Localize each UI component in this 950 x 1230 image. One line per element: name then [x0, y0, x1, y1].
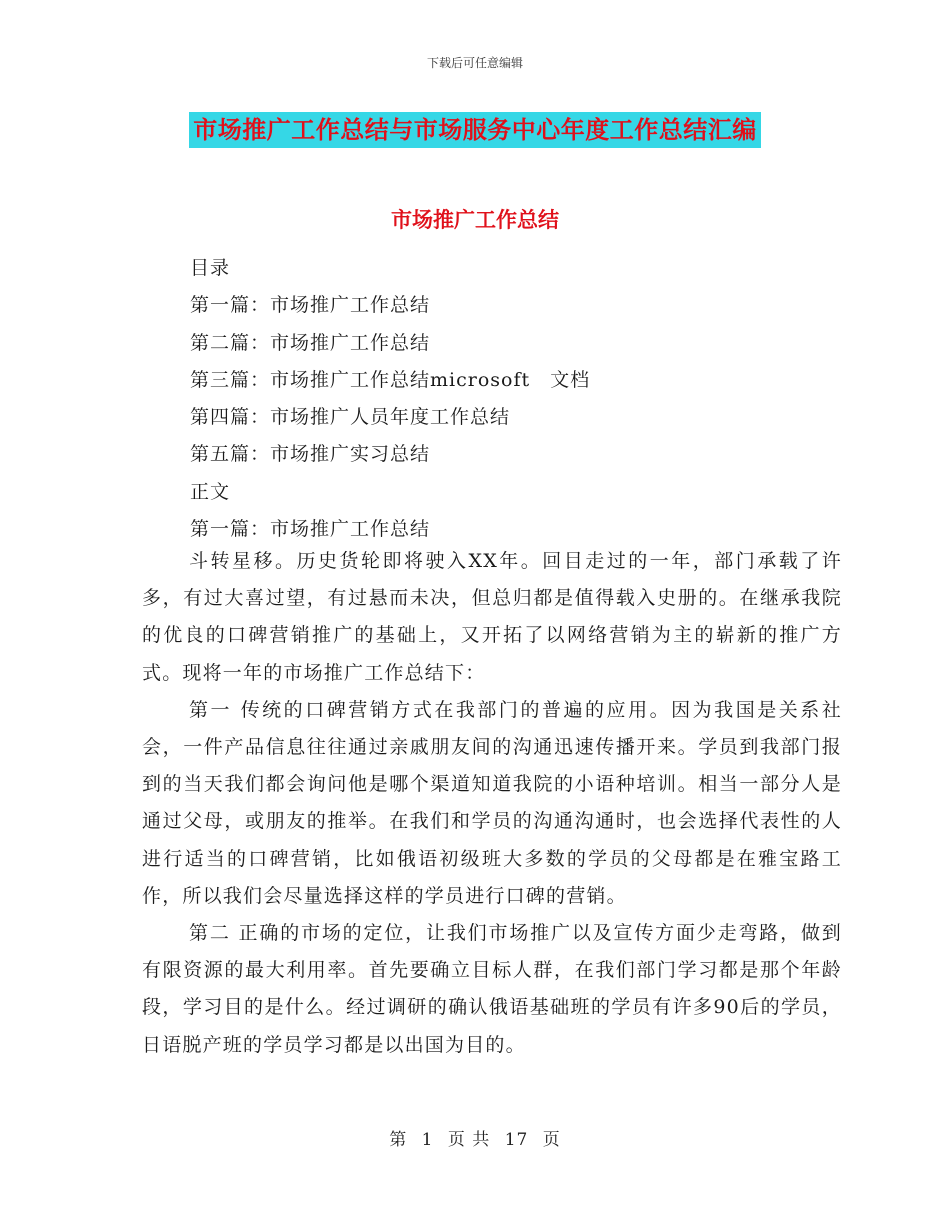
document-title: 市场推广工作总结与市场服务中心年度工作总结汇编: [189, 112, 761, 148]
footer-suffix: 页: [542, 1130, 561, 1150]
toc-item-1: 第一篇：市场推广工作总结: [190, 294, 431, 317]
toc-item-3: 第三篇：市场推广工作总结microsoft 文档: [190, 368, 591, 391]
toc-item-2: 第二篇：市场推广工作总结: [190, 331, 431, 354]
paragraph-intro: 斗转星移。历史货轮即将驶入XX年。回目走过的一年，部门承载了许多，有过大喜过望，有过悬而未决，但总归都是值得载入史册的。在继承我院的优良的口碑营销推广的基础上，又开拓了以网络营销为主的崭新的推广方式。现将一年的市场推广工作总结下：: [142, 550, 842, 684]
footer-middle: 页 共: [447, 1130, 491, 1150]
toc-heading: 目录: [190, 257, 231, 279]
toc-item-5: 第五篇：市场推广实习总结: [190, 443, 431, 466]
document-body: [142, 543, 842, 1064]
total-pages-number: 17: [504, 1130, 529, 1150]
toc-item-4: 第四篇：市场推广人员年度工作总结: [190, 406, 511, 429]
table-of-contents: [190, 250, 590, 548]
body-heading: 正文: [190, 480, 231, 503]
document-title-wrapper: [0, 112, 950, 148]
paragraph-first-point: 第一 传统的口碑营销方式在我部门的普遍的应用。因为我国是关系社会，一件产品信息往往通过亲戚朋友间的沟通迅速传播开来。学员到我部门报到的当天我们都会询问他是哪个渠道知道我院的小语种培训。相当一部分人是通过父母，或朋友的推举。在我们和学员的沟通沟通时，也会选择代表性的人进行适当的口碑营销，比如俄语初级班大多数的学员的父母都是在雅宝路工作，所以我们会尽量选择这样的学员进行口碑的营销。: [142, 698, 842, 907]
section-title: 市场推广工作总结: [391, 207, 559, 232]
paragraph-second-point: 第二 正确的市场的定位，让我们市场推广以及宣传方面少走弯路，做到有限资源的最大利用率。首先要确立目标人群，在我们部门学习都是那个年龄段，学习目的是什么。经过调研的确认俄语基础班的学员有许多90后的学员，日语脱产班的学员学习都是以出国为目的。: [142, 922, 842, 1056]
chapter-heading: 第一篇：市场推广工作总结: [190, 518, 431, 541]
page-footer: [0, 1125, 950, 1150]
footer-prefix: 第: [389, 1130, 408, 1150]
current-page-number: 1: [421, 1130, 434, 1150]
page-header-note: 下载后可任意编辑: [426, 56, 523, 70]
